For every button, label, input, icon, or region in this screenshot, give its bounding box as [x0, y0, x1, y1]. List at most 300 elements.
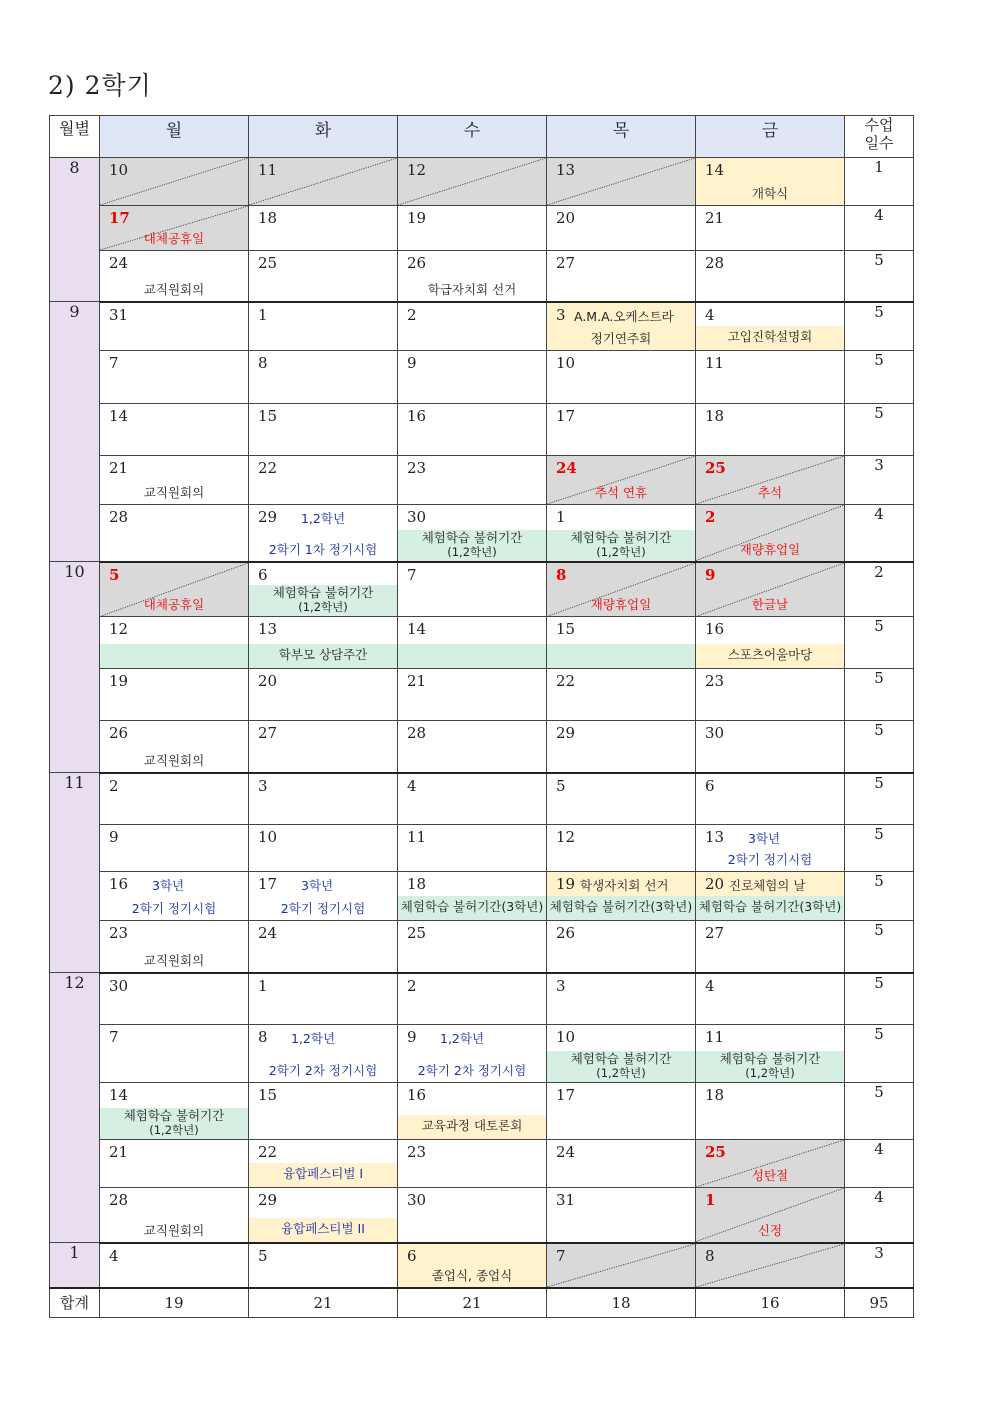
day-cell[interactable] — [249, 1025, 398, 1083]
day-number: 26 — [407, 254, 427, 272]
day-number: 8 — [258, 354, 268, 372]
day-number: 18 — [705, 1086, 725, 1104]
day-cell[interactable] — [696, 617, 845, 669]
day-cell[interactable] — [398, 302, 547, 351]
day-cell[interactable] — [398, 251, 547, 302]
event-label: 교육과정 대토론회 — [421, 1118, 523, 1133]
event-label: 2학기 2차 정기시험 — [417, 1063, 527, 1078]
day-cell[interactable] — [547, 617, 696, 669]
event-label: 체험학습 불허기간 — [421, 529, 523, 545]
day-cell[interactable] — [696, 1083, 845, 1140]
day-cell[interactable] — [100, 1025, 249, 1083]
day-cell[interactable] — [547, 505, 696, 562]
class-days-count: 5 — [845, 669, 914, 721]
day-cell[interactable] — [398, 158, 547, 206]
day-cell[interactable] — [249, 404, 398, 456]
day-number: 30 — [407, 508, 427, 526]
week-row — [50, 825, 914, 872]
day-cell[interactable] — [696, 456, 845, 505]
day-number: 18 — [407, 875, 427, 893]
day-cell[interactable] — [249, 872, 398, 921]
header-wed: 수 — [398, 116, 547, 158]
event-label: 대체공휴일 — [143, 597, 205, 612]
day-cell[interactable] — [100, 872, 249, 921]
class-days-count: 4 — [845, 1188, 914, 1243]
restriction-band — [547, 644, 695, 668]
day-cell[interactable] — [100, 1083, 249, 1140]
day-cell[interactable] — [100, 251, 249, 302]
day-number: 23 — [109, 924, 129, 942]
header-tue: 화 — [249, 116, 398, 158]
day-cell[interactable] — [249, 351, 398, 404]
event-label: 체험학습 불허기간 — [719, 1051, 821, 1066]
day-number: 6 — [407, 1246, 417, 1265]
day-cell[interactable] — [547, 158, 696, 206]
day-number: 24 — [258, 924, 278, 942]
day-number: 28 — [109, 508, 129, 526]
day-cell[interactable] — [398, 206, 547, 251]
day-number: 20 — [705, 875, 725, 893]
day-number: 4 — [407, 776, 417, 795]
day-number: 15 — [258, 407, 278, 425]
day-cell[interactable] — [696, 404, 845, 456]
day-cell[interactable] — [398, 351, 547, 404]
day-cell[interactable] — [249, 617, 398, 669]
day-number: 5 — [258, 1246, 268, 1265]
day-number: 31 — [556, 1191, 576, 1209]
day-number: 28 — [109, 1191, 129, 1209]
day-cell[interactable] — [249, 773, 398, 825]
day-number: 5 — [556, 776, 566, 795]
day-cell[interactable] — [547, 1140, 696, 1188]
day-cell[interactable] — [249, 302, 398, 351]
day-cell[interactable] — [100, 351, 249, 404]
day-number: 1 — [705, 1191, 716, 1209]
day-number: 26 — [109, 724, 129, 742]
day-cell[interactable] — [547, 872, 696, 921]
class-days-count: 3 — [845, 1243, 914, 1288]
event-sublabel: (1,2학년) — [298, 600, 348, 614]
day-cell[interactable] — [696, 1188, 845, 1243]
event-label: 체험학습 불허기간 — [570, 1051, 672, 1066]
header-month: 월별 — [50, 116, 100, 158]
week-row — [50, 773, 914, 825]
week-row — [50, 1140, 914, 1188]
event-label: 2학기 정기시험 — [131, 901, 217, 916]
day-cell[interactable] — [249, 1243, 398, 1288]
day-number: 7 — [556, 1246, 566, 1265]
day-cell[interactable] — [696, 669, 845, 721]
day-number: 11 — [705, 354, 725, 372]
holiday-diagonal — [696, 1244, 844, 1287]
day-cell[interactable] — [100, 1188, 249, 1243]
day-cell[interactable] — [398, 505, 547, 562]
day-cell[interactable] — [100, 617, 249, 669]
day-cell[interactable] — [398, 1025, 547, 1083]
day-number: 3 — [556, 305, 566, 324]
week-row — [50, 872, 914, 921]
day-number: 22 — [556, 672, 576, 690]
day-number: 12 — [407, 161, 427, 179]
event-label: 성탄절 — [751, 1168, 789, 1183]
day-cell[interactable] — [696, 973, 845, 1025]
day-cell[interactable] — [398, 404, 547, 456]
month-label: 8 — [50, 158, 100, 302]
week-row — [50, 505, 914, 562]
day-cell[interactable] — [100, 404, 249, 456]
day-cell[interactable] — [547, 206, 696, 251]
event-label: 체험학습 불허기간 — [570, 529, 672, 545]
day-number: 5 — [109, 565, 120, 584]
week-row — [50, 456, 914, 505]
day-number: 11 — [705, 1028, 725, 1046]
week-row — [50, 1083, 914, 1140]
holiday-diagonal — [547, 1244, 695, 1287]
month-label: 9 — [50, 302, 100, 562]
day-cell[interactable] — [100, 456, 249, 505]
day-cell[interactable] — [696, 773, 845, 825]
day-cell[interactable] — [398, 721, 547, 773]
day-number: 10 — [556, 354, 576, 372]
day-number: 30 — [109, 976, 129, 995]
day-cell[interactable] — [249, 251, 398, 302]
month-label: 11 — [50, 773, 100, 973]
day-cell[interactable] — [100, 669, 249, 721]
class-days-count: 5 — [845, 302, 914, 351]
event-note: 학생자치회 선거 — [580, 878, 669, 893]
week-row — [50, 206, 914, 251]
day-cell[interactable] — [696, 251, 845, 302]
event-label: 융합페스티벌 I — [282, 1166, 364, 1181]
total-value: 16 — [696, 1288, 845, 1318]
day-number: 16 — [109, 875, 129, 893]
day-number: 2 — [109, 776, 119, 795]
class-days-count: 3 — [845, 456, 914, 505]
week-row — [50, 721, 914, 773]
day-cell[interactable] — [398, 1188, 547, 1243]
day-cell[interactable] — [547, 1025, 696, 1083]
day-cell[interactable] — [100, 973, 249, 1025]
day-cell[interactable] — [547, 1188, 696, 1243]
day-cell[interactable] — [100, 302, 249, 351]
day-cell[interactable] — [398, 773, 547, 825]
day-cell[interactable] — [696, 721, 845, 773]
header-mon: 월 — [100, 116, 249, 158]
header-thu: 목 — [547, 116, 696, 158]
week-row — [50, 562, 914, 617]
day-number: 23 — [705, 672, 725, 690]
day-cell[interactable] — [398, 1243, 547, 1288]
day-number: 29 — [556, 724, 576, 742]
day-cell[interactable] — [696, 1140, 845, 1188]
calendar-table — [49, 115, 914, 1318]
class-days-count: 5 — [845, 251, 914, 302]
day-cell[interactable] — [249, 505, 398, 562]
week-row — [50, 973, 914, 1025]
day-cell[interactable] — [249, 825, 398, 872]
day-number: 17 — [556, 1086, 576, 1104]
day-number: 2 — [407, 305, 417, 324]
day-cell[interactable] — [249, 1083, 398, 1140]
day-cell[interactable] — [547, 251, 696, 302]
class-days-count: 4 — [845, 1140, 914, 1188]
event-note: 3학년 — [152, 878, 185, 893]
day-number: 16 — [407, 1086, 427, 1104]
day-number: 8 — [258, 1028, 268, 1046]
day-cell[interactable] — [547, 921, 696, 973]
total-value: 19 — [100, 1288, 249, 1318]
day-number: 23 — [407, 459, 427, 477]
day-number: 10 — [556, 1028, 576, 1046]
class-days-count: 5 — [845, 773, 914, 825]
week-row — [50, 404, 914, 456]
day-cell[interactable] — [547, 562, 696, 617]
day-cell[interactable] — [398, 872, 547, 921]
class-days-count: 2 — [845, 562, 914, 617]
day-cell[interactable] — [696, 921, 845, 973]
day-cell[interactable] — [547, 404, 696, 456]
day-cell[interactable] — [696, 825, 845, 872]
event-label: 추석 연휴 — [594, 485, 648, 500]
day-number: 3 — [258, 776, 268, 795]
day-number: 20 — [556, 209, 576, 227]
day-cell[interactable] — [547, 1083, 696, 1140]
week-row — [50, 669, 914, 721]
event-label: 대체공휴일 — [143, 231, 205, 246]
day-cell[interactable] — [547, 456, 696, 505]
day-cell[interactable] — [100, 1140, 249, 1188]
day-cell[interactable] — [249, 1188, 398, 1243]
day-cell[interactable] — [100, 1243, 249, 1288]
day-cell[interactable] — [398, 617, 547, 669]
day-number: 21 — [407, 672, 427, 690]
day-number: 27 — [705, 924, 725, 942]
day-number: 19 — [109, 672, 129, 690]
day-number: 24 — [556, 1143, 576, 1161]
class-days-count: 5 — [845, 351, 914, 404]
event-label: 2학기 2차 정기시험 — [268, 1063, 378, 1078]
event-label: 체험학습 불허기간 — [123, 1108, 225, 1123]
day-cell[interactable] — [547, 351, 696, 404]
day-cell[interactable] — [696, 351, 845, 404]
event-note: 3학년 — [748, 831, 781, 846]
day-cell[interactable] — [398, 456, 547, 505]
event-label: 융합페스티벌 II — [281, 1220, 365, 1236]
day-cell[interactable] — [398, 973, 547, 1025]
event-label: 2학기 정기시험 — [280, 901, 366, 916]
day-cell[interactable] — [398, 1083, 547, 1140]
day-cell[interactable] — [398, 921, 547, 973]
day-cell[interactable] — [696, 158, 845, 206]
day-number: 28 — [407, 724, 427, 742]
day-number: 14 — [109, 407, 129, 425]
day-cell[interactable] — [100, 158, 249, 206]
day-number: 21 — [109, 459, 129, 477]
day-cell[interactable] — [696, 206, 845, 251]
day-cell[interactable] — [100, 505, 249, 562]
day-cell[interactable] — [249, 721, 398, 773]
week-row — [50, 251, 914, 302]
day-number: 9 — [407, 1028, 417, 1046]
week-row — [50, 1243, 914, 1288]
event-label: 스포츠어울마당 — [727, 647, 813, 662]
event-label: 2학기 정기시험 — [727, 852, 813, 867]
day-cell[interactable] — [696, 872, 845, 921]
week-row — [50, 351, 914, 404]
week-row — [50, 1025, 914, 1083]
day-number: 14 — [109, 1086, 129, 1104]
event-label: 재량휴업일 — [739, 541, 801, 557]
day-number: 19 — [556, 875, 576, 893]
restriction-band — [398, 644, 546, 668]
day-number: 23 — [407, 1143, 427, 1161]
day-number: 16 — [705, 620, 725, 638]
day-number: 19 — [407, 209, 427, 227]
event-sublabel: (1,2학년) — [447, 544, 497, 559]
day-cell[interactable] — [547, 669, 696, 721]
day-cell[interactable] — [696, 1243, 845, 1288]
header-class-days: 수업 일수 — [845, 116, 914, 158]
event-sublabel: (1,2학년) — [596, 1066, 646, 1080]
total-value: 21 — [249, 1288, 398, 1318]
day-number: 31 — [109, 305, 129, 324]
day-number: 21 — [109, 1143, 129, 1161]
day-cell[interactable] — [547, 1243, 696, 1288]
day-number: 25 — [407, 924, 427, 942]
day-number: 8 — [556, 565, 567, 584]
day-number: 15 — [556, 620, 576, 638]
class-days-count: 5 — [845, 825, 914, 872]
day-cell[interactable] — [696, 302, 845, 351]
event-label: 2학기 1차 정기시험 — [268, 541, 378, 557]
day-number: 17 — [258, 875, 278, 893]
event-label: 학급자치회 선거 — [427, 281, 517, 297]
day-cell[interactable] — [547, 825, 696, 872]
event-label: 교직원회의 — [143, 752, 205, 768]
day-cell[interactable] — [249, 206, 398, 251]
total-value: 21 — [398, 1288, 547, 1318]
day-cell[interactable] — [100, 825, 249, 872]
day-number: 25 — [705, 1143, 726, 1161]
week-row — [50, 302, 914, 351]
day-number: 9 — [109, 828, 119, 846]
day-cell[interactable] — [249, 1140, 398, 1188]
day-number: 16 — [407, 407, 427, 425]
event-label: 체험학습 불허기간(3학년) — [400, 899, 544, 914]
day-cell[interactable] — [100, 562, 249, 617]
event-sublabel: (1,2학년) — [149, 1123, 199, 1137]
day-cell[interactable] — [249, 562, 398, 617]
day-number: 13 — [258, 620, 278, 638]
day-cell[interactable] — [696, 1025, 845, 1083]
day-cell[interactable] — [249, 921, 398, 973]
day-cell[interactable] — [398, 669, 547, 721]
section-title: 2) 2학기 — [48, 71, 152, 100]
day-cell[interactable] — [249, 973, 398, 1025]
event-label: 교직원회의 — [143, 1222, 205, 1238]
day-cell[interactable] — [100, 206, 249, 251]
event-label: 체험학습 불허기간(3학년) — [698, 899, 842, 914]
class-days-count: 5 — [845, 617, 914, 669]
day-number: 29 — [258, 1191, 278, 1209]
day-number: 2 — [705, 508, 716, 526]
total-value: 95 — [845, 1288, 914, 1318]
week-row — [50, 158, 914, 206]
day-number: 27 — [556, 254, 576, 272]
day-number: 14 — [407, 620, 427, 638]
day-cell[interactable] — [696, 562, 845, 617]
day-number: 13 — [705, 828, 725, 846]
day-cell[interactable] — [100, 921, 249, 973]
week-row — [50, 921, 914, 973]
day-cell[interactable] — [696, 505, 845, 562]
day-number: 26 — [556, 924, 576, 942]
day-number: 7 — [407, 565, 417, 584]
event-note: 진로체험의 날 — [729, 878, 806, 893]
event-label: 졸업식, 종업식 — [431, 1267, 513, 1283]
day-number: 28 — [705, 254, 725, 272]
day-number: 14 — [705, 161, 725, 179]
day-number: 24 — [556, 459, 577, 477]
class-days-count: 4 — [845, 206, 914, 251]
day-cell[interactable] — [547, 773, 696, 825]
week-row — [50, 617, 914, 669]
day-cell[interactable] — [547, 302, 696, 351]
day-number: 4 — [705, 976, 715, 995]
day-number: 20 — [258, 672, 278, 690]
day-cell[interactable] — [398, 1140, 547, 1188]
event-label: 개학식 — [751, 186, 789, 201]
day-number: 22 — [258, 459, 278, 477]
class-days-count: 5 — [845, 921, 914, 973]
event-label: 교직원회의 — [143, 485, 205, 500]
day-number: 4 — [705, 305, 715, 324]
day-number: 25 — [705, 459, 726, 477]
day-number: 22 — [258, 1143, 278, 1161]
class-days-count: 5 — [845, 973, 914, 1025]
day-cell[interactable] — [249, 456, 398, 505]
day-number: 2 — [407, 976, 417, 995]
day-cell[interactable] — [100, 721, 249, 773]
day-cell[interactable] — [547, 973, 696, 1025]
event-label: 교직원회의 — [143, 281, 205, 297]
day-number: 18 — [258, 209, 278, 227]
day-cell[interactable] — [398, 825, 547, 872]
day-cell[interactable] — [249, 158, 398, 206]
day-number: 27 — [258, 724, 278, 742]
day-number: 12 — [109, 620, 129, 638]
day-cell[interactable] — [398, 562, 547, 617]
day-cell[interactable] — [249, 669, 398, 721]
day-cell[interactable] — [100, 773, 249, 825]
total-row — [50, 1288, 914, 1318]
day-number: 21 — [705, 209, 725, 227]
day-number: 30 — [407, 1191, 427, 1209]
event-label: 체험학습 불허기간(3학년) — [549, 899, 693, 914]
total-label: 합계 — [50, 1288, 100, 1318]
month-label: 1 — [50, 1243, 100, 1288]
event-note: 1,2학년 — [291, 1031, 336, 1046]
event-label: 고입진학설명회 — [727, 329, 813, 344]
day-number: 30 — [705, 724, 725, 742]
day-number: 18 — [705, 407, 725, 425]
day-cell[interactable] — [547, 721, 696, 773]
class-days-count: 5 — [845, 1083, 914, 1140]
day-number: 6 — [705, 776, 715, 795]
day-number: 1 — [258, 976, 268, 995]
week-row — [50, 1188, 914, 1243]
day-number: 13 — [556, 161, 576, 179]
